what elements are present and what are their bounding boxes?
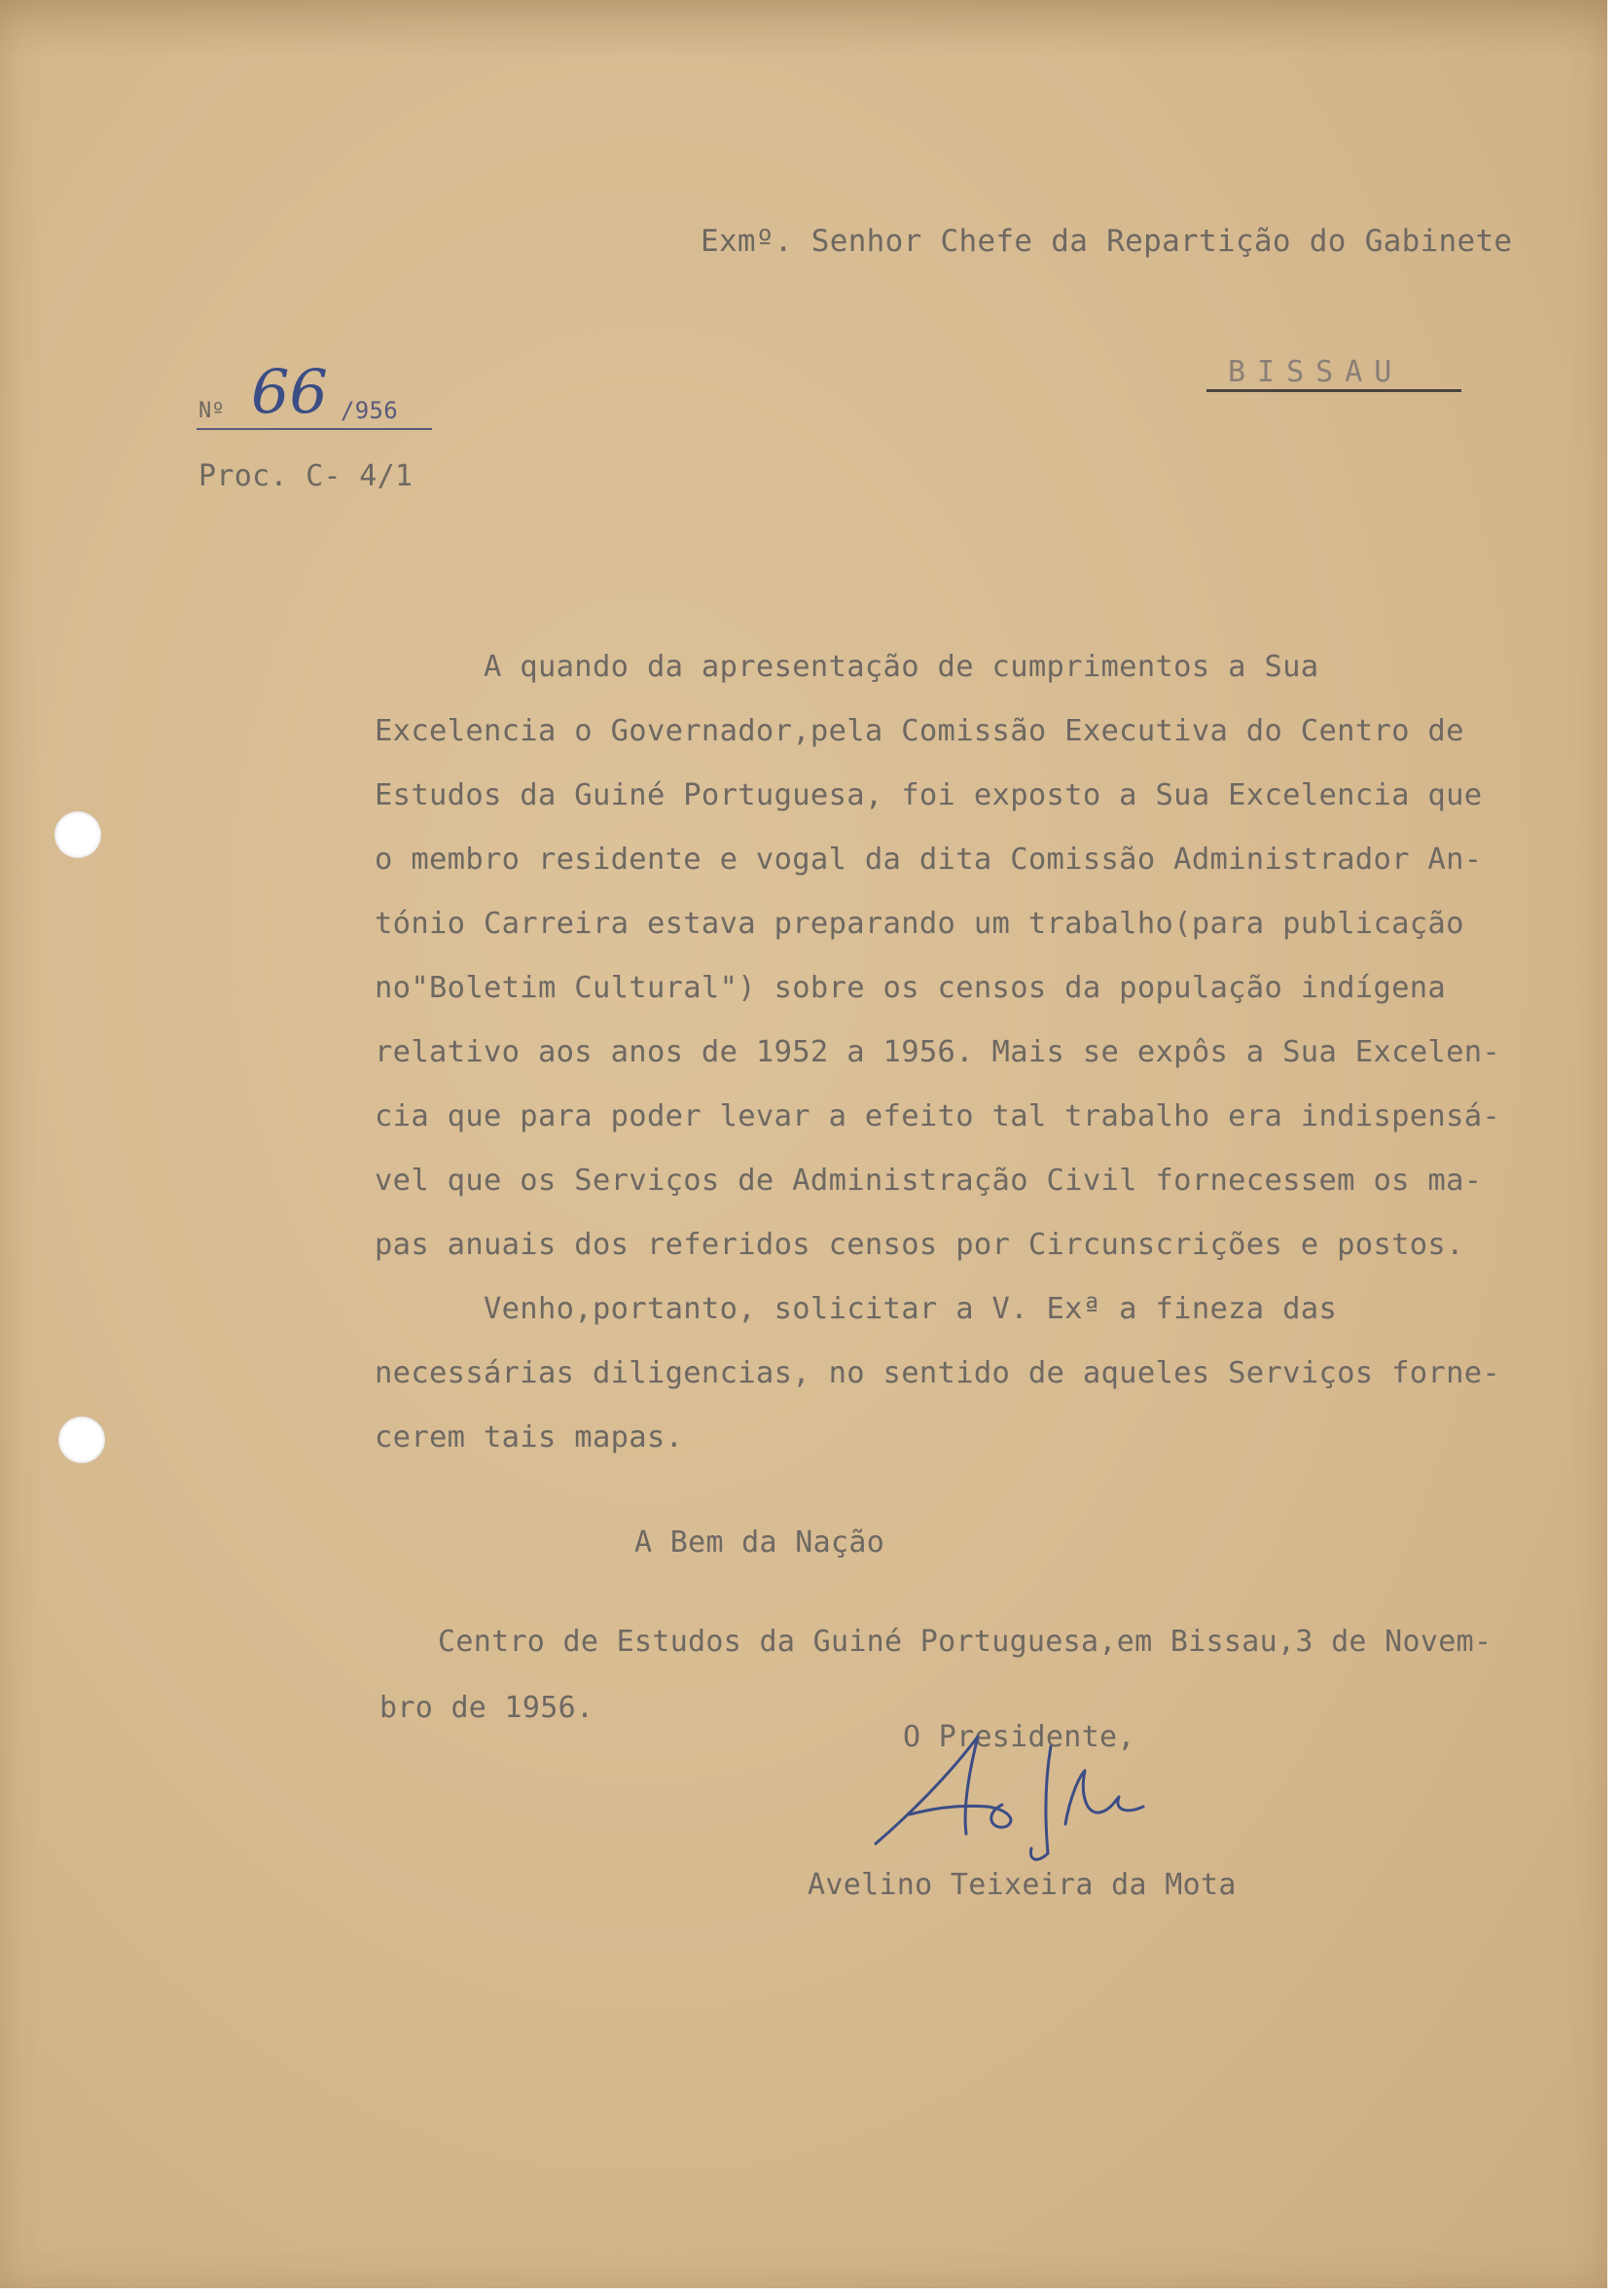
punch-hole <box>54 811 101 858</box>
body-line: cia que para poder levar a efeito tal trabalho era indispensá- <box>375 1099 1501 1133</box>
place-date-line: Centro de Estudos da Guiné Portuguesa,em Bissau,3 de Novem- <box>438 1625 1493 1659</box>
place-date-line: bro de 1956. <box>379 1691 594 1725</box>
reference-number-prefix: Nº <box>198 399 226 423</box>
reference-number-year: /956 <box>341 397 398 424</box>
body-line: tónio Carreira estava preparando um trabalho(para publicação <box>375 907 1464 941</box>
signature-title: O Presidente, <box>903 1720 1135 1754</box>
reference-number-handwritten: 66 <box>251 356 328 427</box>
city-underline <box>1206 389 1461 392</box>
body-line: vel que os Serviços de Administração Civil fornecessem os ma- <box>375 1164 1483 1198</box>
body-line: Venho,portanto, solicitar a V. Exª a fineza das <box>375 1292 1338 1326</box>
body-line: necessárias diligencias, no sentido de aqueles Serviços forne- <box>375 1356 1501 1390</box>
punch-hole <box>58 1417 105 1463</box>
body-line: Excelencia o Governador,pela Comissão Executiva do Centro de <box>375 714 1464 748</box>
addressee-line: Exmº. Senhor Chefe da Repartição do Gabinete <box>701 224 1513 259</box>
signer-name: Avelino Teixeira da Mota <box>808 1868 1237 1902</box>
paper-fold-shadow <box>0 0 1607 58</box>
body-line: no"Boletim Cultural") sobre os censos da população indígena <box>375 971 1447 1005</box>
handwritten-signature <box>871 1717 1202 1873</box>
body-line: o membro residente e vogal da dita Comissão Administrador An- <box>375 843 1483 877</box>
body-line: pas anuais dos referidos censos por Circunscrições e postos. <box>375 1228 1464 1262</box>
body-line: A quando da apresentação de cumprimentos a Sua <box>375 650 1319 684</box>
body-line: cerem tais mapas. <box>375 1420 684 1454</box>
addressee-city: BISSAU <box>1228 355 1404 389</box>
body-line: relativo aos anos de 1952 a 1956. Mais se expôs a Sua Excelen- <box>375 1035 1501 1069</box>
closing-salutation: A Bem da Nação <box>634 1525 885 1560</box>
process-number: Proc. C- 4/1 <box>198 459 414 493</box>
reference-underline <box>197 428 432 430</box>
body-line: Estudos da Guiné Portuguesa, foi exposto a Sua Excelencia que <box>375 778 1483 812</box>
